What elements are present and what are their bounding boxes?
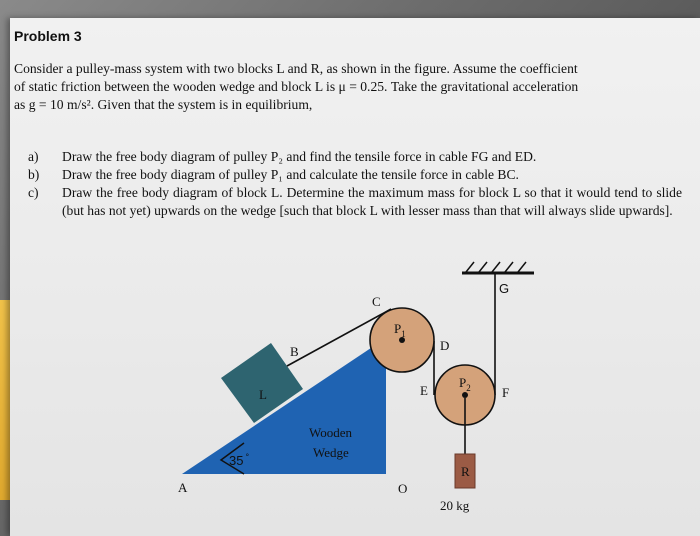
label-g: G: [499, 281, 510, 296]
angle-value: 35: [229, 453, 244, 468]
part-b-label: b): [28, 167, 40, 182]
intro-line-2: of static friction between the wooden wedge and block L is μ = 0.25. Take the gravitational acceleration: [14, 79, 579, 94]
label-p2-main: P: [459, 375, 467, 390]
problem-title: Problem 3: [14, 28, 82, 44]
part-a-text: Draw the free body diagram of pulley P₂ and find the tensile force in cable FG and ED.: [62, 149, 537, 164]
wedge-label-line1: Wooden: [309, 425, 352, 440]
label-p1-sub: 1: [401, 329, 406, 339]
label-b: B: [290, 344, 299, 359]
label-c: C: [372, 294, 381, 309]
label-f: F: [502, 385, 510, 400]
wedge-label-line2: Wedge: [313, 445, 349, 460]
label-p2-sub: 2: [466, 383, 471, 393]
ceiling-hatch: [466, 262, 526, 272]
part-a-label: a): [28, 149, 39, 164]
label-l: L: [259, 387, 267, 402]
part-b-text: Draw the free body diagram of pulley P₁ and calculate the tensile force in cable BC.: [62, 167, 519, 182]
mass-label: 20 kg: [440, 498, 470, 513]
intro-line-1: Consider a pulley-mass system with two blocks L and R, as shown in the figure. Assume the coefficient: [14, 61, 578, 76]
part-c-text: Draw the free body diagram of block L. Determine the maximum mass for block L so that it would tend to slide (but has not yet) upwards on the wedge [such that block L with lesser mass than that will always slide upwards].: [62, 185, 682, 218]
label-o: O: [398, 481, 408, 496]
label-d: D: [440, 338, 450, 353]
part-c-label: c): [28, 185, 39, 200]
label-p1-main: P: [394, 321, 402, 336]
angle-unit: °: [245, 452, 250, 462]
intro-line-3: as g = 10 m/s². Given that the system is in equilibrium,: [14, 97, 313, 112]
label-r: R: [461, 464, 470, 479]
wooden-wedge: [182, 338, 386, 474]
label-a: A: [178, 480, 188, 495]
label-e: E: [420, 383, 428, 398]
